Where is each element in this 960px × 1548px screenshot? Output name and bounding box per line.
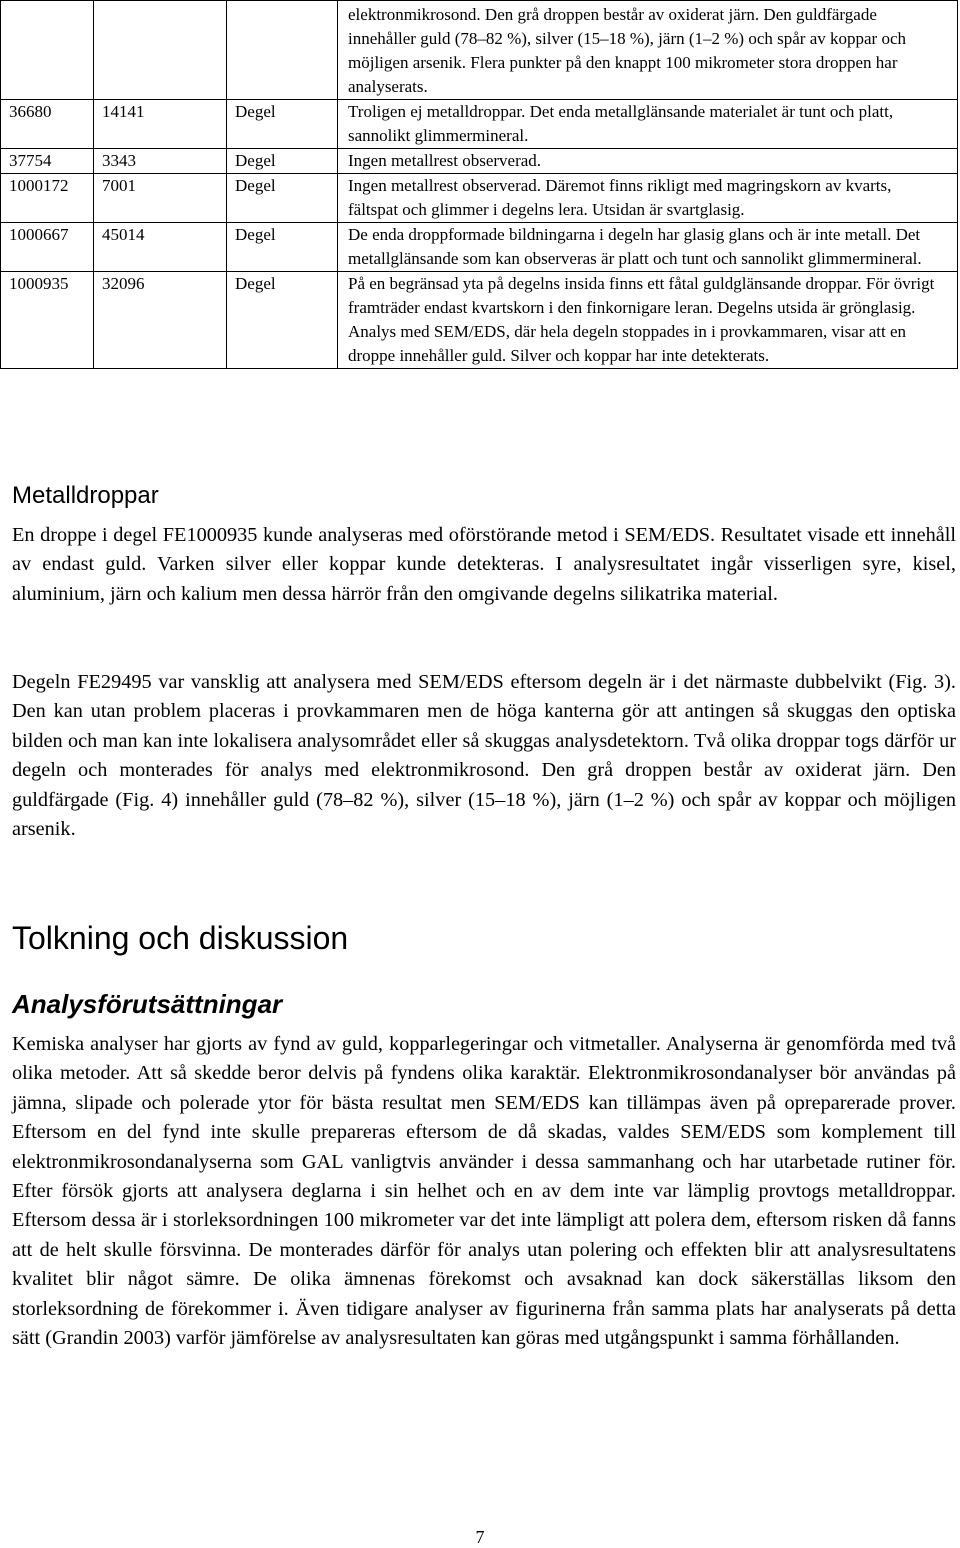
page-number: 7 <box>475 1527 485 1547</box>
find-number-cell: 7001 <box>94 174 227 223</box>
section-heading-metalldroppar: Metalldroppar <box>12 482 159 509</box>
object-type-cell: Degel <box>227 174 338 223</box>
paragraph: Kemiska analyser har gjorts av fynd av guld, kopparlegeringar och vitmetaller. Analyserna är genomförda med två olika metoder. Att så skedde beror delvis på fyndens olika karaktär. Elektronmikrosondanalyser bör användas på jämna, slipade och polerade ytor för bästa resultat men SEM/EDS kan tillämpas även på opreparerade prover. Eftersom en del fynd inte skulle prepareras eftersom de då skadas, valdes SEM/EDS som komplement till elektronmikrosondanalyserna som GAL vanligtvis använder i dessa sammanhang och har utarbetade rutiner för. Efter försök gjorts att analysera deglarna i sin helhet och en av dem inte var lämplig provtogs metalldroppar. Eftersom dessa är i storleksordningen 100 mikrometer var det inte lämpligt att polera dem, eftersom risken då fanns att de helt skulle försvinna. De monterades därför för analys utan polering och effekten blir att analysresultatens kvalitet blir något sämre. De olika ämnenas förekomst och avsaknad kan dock säkerställas liksom den storleksordning de förekommer i. Även tidigare analyser av figurinerna från samma plats har analyserats på detta sätt (Grandin 2003) varför jämförelse av analysresultaten kan göras med utgångspunkt i samma förhållanden. <box>12 1033 956 1350</box>
description-text: Ingen metallrest observerad. Däremot finns rikligt med magringskorn av kvarts, fältspat och glimmer i degelns lera. Utsidan är svartglasig. <box>348 176 892 219</box>
table-row <box>1 174 958 223</box>
table-row <box>1 1 958 100</box>
description-text: Troligen ej metalldroppar. Det enda metallglänsande materialet är tunt och platt, sannolikt glimmermineral. <box>348 102 894 145</box>
paragraph: Degeln FE29495 var vansklig att analysera med SEM/EDS eftersom degeln är i det närmaste dubbelvikt (Fig. 3). Den kan utan problem placeras i provkammaren men de höga kanterna gör att antingen så skuggas den optiska bilden och man kan inte lokalisera analysområdet eller så skuggas analysdetektorn. Två olika droppar togs därför ur degeln och monterades för analys med elektronmikrosond. Den grå droppen består av oxiderat järn. Den guldfärgade (Fig. 4) innehåller guld (78–82 %), silver (15–18 %), järn (1–2 %) och spår av koppar och möjligen arsenik. <box>12 671 956 841</box>
table-row <box>1 149 958 174</box>
fe-number-cell: 1000172 <box>1 174 94 223</box>
object-type-cell: Degel <box>227 272 338 369</box>
object-type-cell: Degel <box>227 100 338 149</box>
description-text: elektronmikrosond. Den grå droppen består av oxiderat järn. Den guldfärgade innehåller guld (78–82 %), silver (15–18 %), järn (1–2 %) och spår av koppar och möjligen arsenik. Flera punkter på den knappt 100 mikrometer stora droppen har analyserats. <box>348 5 907 96</box>
description-cell <box>338 149 958 174</box>
object-type-cell <box>227 1 338 100</box>
description-text: Analys med SEM/EDS, där hela degeln stoppades in i provkammaren, visar att en droppe innehåller guld. Silver och koppar har inte detekterats. <box>348 322 907 365</box>
find-number-cell: 3343 <box>94 149 227 174</box>
description-text: På en begränsad yta på degelns insida finns ett fåtal guldglänsande droppar. För övrigt framträder endast kvartskorn i den finkornigare leran. Degelns utsida är grönglasig. <box>348 274 935 317</box>
fe-number-cell <box>1 1 94 100</box>
object-type-cell: Degel <box>227 223 338 272</box>
description-text: De enda droppformade bildningarna i degeln har glasig glans och är inte metall. Det metallglänsande som kan observeras är platt och tunt och sannolikt glimmermineral. <box>348 225 922 268</box>
fe-number-cell: 1000667 <box>1 223 94 272</box>
fe-number-cell: 1000935 <box>1 272 94 369</box>
description-cell <box>338 100 958 149</box>
description-cell <box>338 272 958 369</box>
analysis-table <box>0 0 958 369</box>
analysis-table-container <box>0 0 958 369</box>
table-row <box>1 272 958 369</box>
object-type-cell: Degel <box>227 149 338 174</box>
find-number-cell: 45014 <box>94 223 227 272</box>
find-number-cell <box>94 1 227 100</box>
description-cell <box>338 1 958 100</box>
description-cell <box>338 174 958 223</box>
paragraph: En droppe i degel FE1000935 kunde analyseras med oförstörande metod i SEM/EDS. Resultatet visade ett innehåll av endast guld. Varken silver eller koppar kunde detekteras. I analysresultatet ingår visserligen syre, kisel, aluminium, järn och kalium men dessa härrör från den omgivande degelns silikatrika material. <box>12 524 956 605</box>
fe-number-cell: 36680 <box>1 100 94 149</box>
description-text: Ingen metallrest observerad. <box>348 151 542 170</box>
subsection-heading-analysforutsattningar: Analysförutsättningar <box>12 989 283 1019</box>
fe-number-cell: 37754 <box>1 149 94 174</box>
chapter-heading-tolkning: Tolkning och diskussion <box>12 920 349 956</box>
find-number-cell: 14141 <box>94 100 227 149</box>
table-row <box>1 223 958 272</box>
table-row <box>1 100 958 149</box>
description-cell <box>338 223 958 272</box>
find-number-cell: 32096 <box>94 272 227 369</box>
